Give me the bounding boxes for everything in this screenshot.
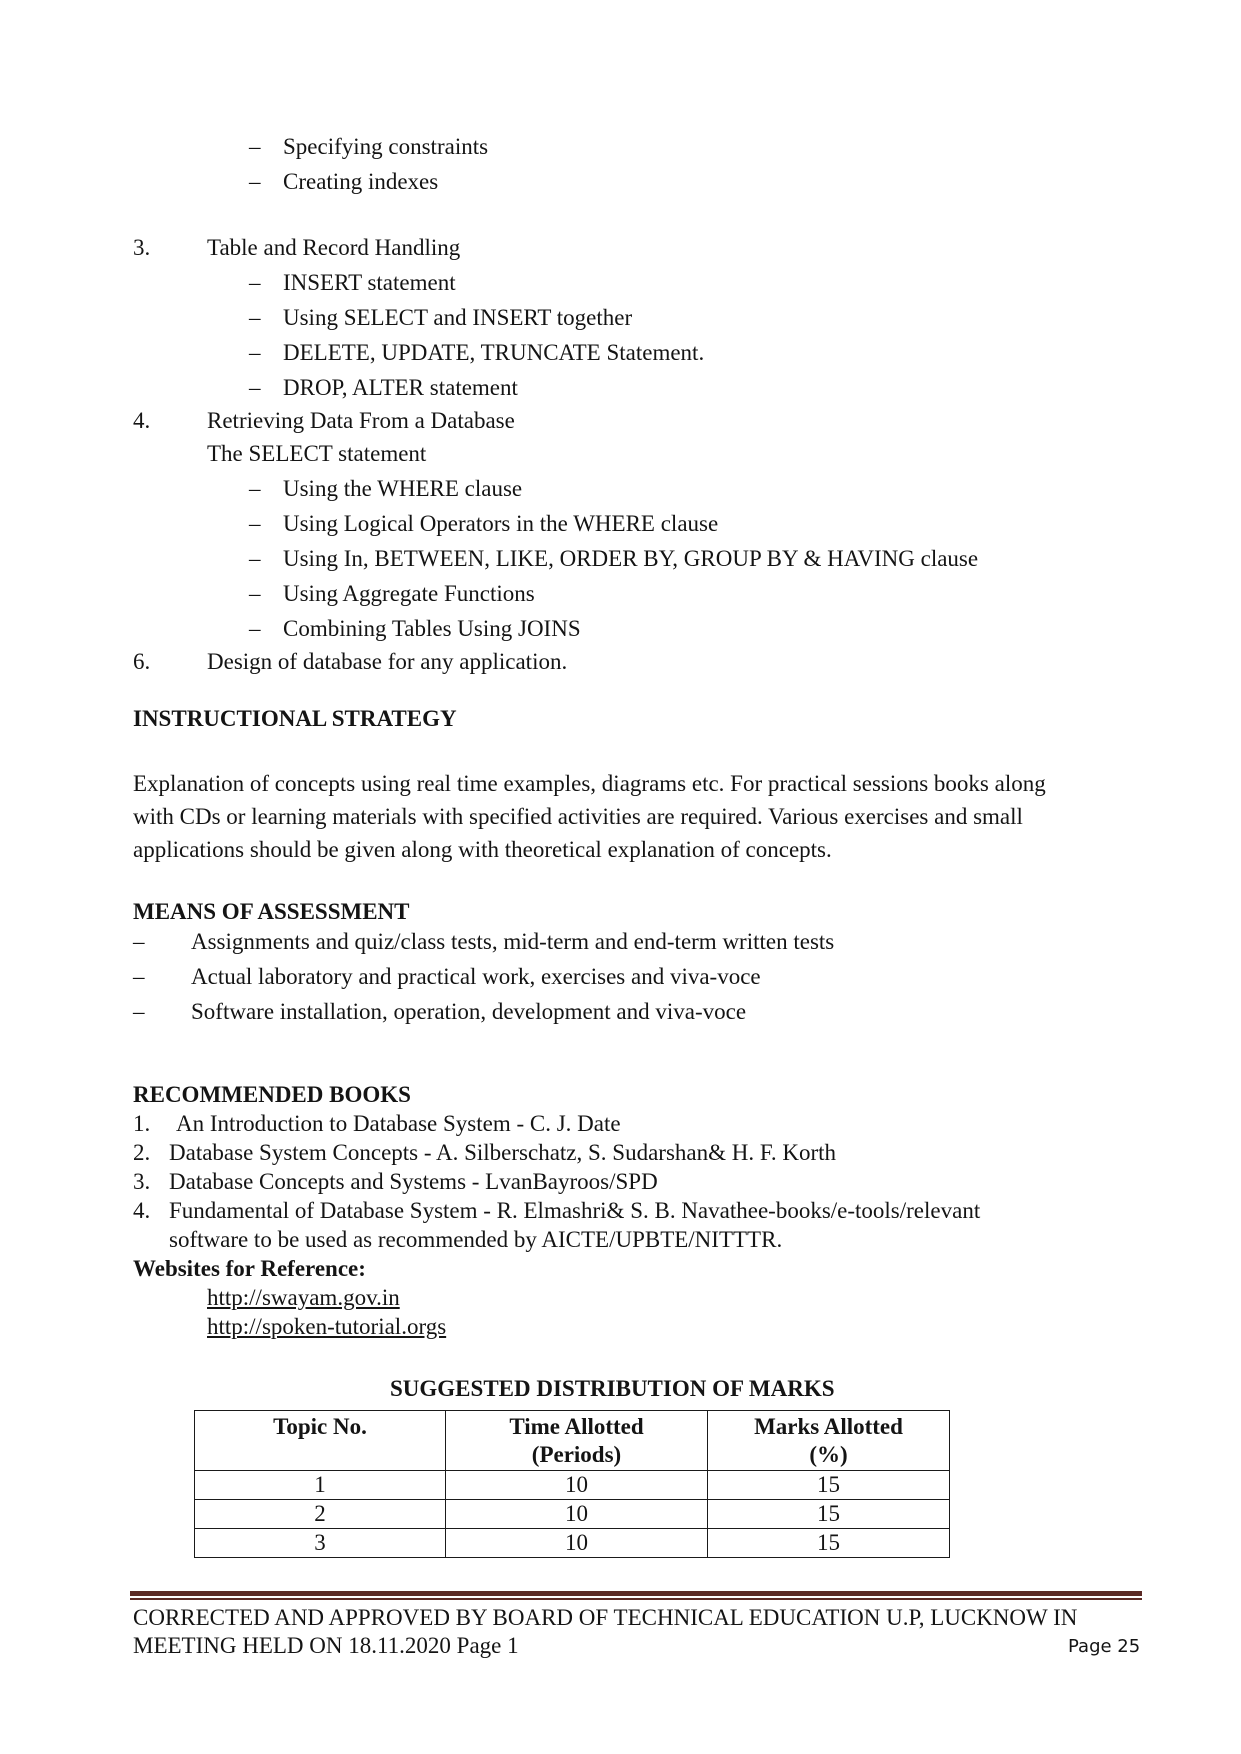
bullet-dash: – <box>133 999 145 1024</box>
book-title: Database Concepts and Systems - LvanBayroos/SPD <box>169 1169 658 1194</box>
table-cell: 15 <box>708 1500 950 1529</box>
list-item: Software installation, operation, development and viva-voce <box>191 999 747 1024</box>
section-heading: RECOMMENDED BOOKS <box>133 1082 411 1107</box>
topic-title: Table and Record Handling <box>207 235 461 260</box>
paragraph-line: applications should be given along with theoretical explanation of concepts. <box>133 837 832 862</box>
column-header: Time Allotted (Periods) <box>446 1411 708 1471</box>
page-number: Page 25 <box>1068 1636 1141 1657</box>
bullet-dash: – <box>249 270 261 295</box>
paragraph-line: Explanation of concepts using real time examples, diagrams etc. For practical sessions books along <box>133 771 1046 796</box>
bullet-dash: – <box>249 546 261 571</box>
table-cell: 1 <box>195 1471 446 1500</box>
bullet-dash: – <box>133 964 145 989</box>
list-item: DELETE, UPDATE, TRUNCATE Statement. <box>283 340 705 365</box>
list-item: INSERT statement <box>283 270 456 295</box>
table-row <box>195 1500 950 1529</box>
footer-approval-line: CORRECTED AND APPROVED BY BOARD OF TECHNICAL EDUCATION U.P, LUCKNOW IN <box>133 1605 1078 1630</box>
bullet-dash: – <box>249 134 261 159</box>
list-item: Actual laboratory and practical work, exercises and viva-voce <box>191 964 761 989</box>
table-cell: 10 <box>446 1500 708 1529</box>
paragraph-line: with CDs or learning materials with specified activities are required. Various exercises and small <box>133 804 1023 829</box>
book-number: 3. <box>133 1169 151 1194</box>
table-cell: 2 <box>195 1500 446 1529</box>
list-item: Using Aggregate Functions <box>283 581 535 606</box>
book-title: An Introduction to Database System - C. J. Date <box>176 1111 621 1136</box>
column-header: Marks Allotted (%) <box>708 1411 950 1471</box>
book-number: 4. <box>133 1198 151 1223</box>
table-cell: 15 <box>708 1471 950 1500</box>
topic-number: 4. <box>133 408 151 433</box>
footer-rule-thick <box>130 1591 1142 1596</box>
list-item: Combining Tables Using JOINS <box>283 616 581 641</box>
list-item: Creating indexes <box>283 169 439 194</box>
bullet-dash: – <box>133 929 145 954</box>
book-title-continued: software to be used as recommended by AICTE/UPBTE/NITTTR. <box>169 1227 783 1252</box>
footer-meeting-line: MEETING HELD ON 18.11.2020 Page 1 <box>133 1633 519 1658</box>
topic-title: Design of database for any application. <box>207 649 568 674</box>
section-heading: MEANS OF ASSESSMENT <box>133 899 410 924</box>
table-row <box>195 1529 950 1558</box>
bullet-dash: – <box>249 476 261 501</box>
list-item: Using SELECT and INSERT together <box>283 305 633 330</box>
section-heading: INSTRUCTIONAL STRATEGY <box>133 706 457 731</box>
list-item: Using In, BETWEEN, LIKE, ORDER BY, GROUP BY & HAVING clause <box>283 546 979 571</box>
topic-title: Retrieving Data From a Database <box>207 408 515 433</box>
bullet-dash: – <box>249 305 261 330</box>
table-title: SUGGESTED DISTRIBUTION OF MARKS <box>390 1376 835 1401</box>
bullet-dash: – <box>249 340 261 365</box>
link-spoken-tutorial[interactable]: http://spoken-tutorial.orgs <box>207 1314 447 1339</box>
book-title: Database System Concepts - A. Silberschatz, S. Sudarshan& H. F. Korth <box>169 1140 836 1165</box>
list-item: Using the WHERE clause <box>283 476 523 501</box>
list-item: Using Logical Operators in the WHERE clause <box>283 511 719 536</box>
book-title: Fundamental of Database System - R. Elmashri& S. B. Navathee-books/e-tools/relevant <box>169 1198 981 1223</box>
book-number: 2. <box>133 1140 151 1165</box>
table-cell: 10 <box>446 1529 708 1558</box>
table-row <box>195 1471 950 1500</box>
bullet-dash: – <box>249 581 261 606</box>
bullet-dash: – <box>249 616 261 641</box>
marks-table <box>194 1410 950 1558</box>
list-item: Specifying constraints <box>283 134 489 159</box>
websites-heading: Websites for Reference: <box>133 1256 366 1281</box>
table-header-row <box>195 1411 950 1471</box>
footer-rule-thin <box>130 1598 1142 1600</box>
topic-number: 3. <box>133 235 151 260</box>
link-swayam[interactable]: http://swayam.gov.in <box>207 1285 400 1310</box>
table-cell: 15 <box>708 1529 950 1558</box>
table-cell: 10 <box>446 1471 708 1500</box>
topic-subtitle: The SELECT statement <box>207 441 427 466</box>
bullet-dash: – <box>249 375 261 400</box>
list-item: Assignments and quiz/class tests, mid-term and end-term written tests <box>191 929 835 954</box>
list-item: DROP, ALTER statement <box>283 375 518 400</box>
column-header: Topic No. <box>195 1411 446 1471</box>
topic-number: 6. <box>133 649 151 674</box>
table-cell: 3 <box>195 1529 446 1558</box>
bullet-dash: – <box>249 511 261 536</box>
paragraph <box>133 767 1133 866</box>
bullet-dash: – <box>249 169 261 194</box>
book-number: 1. <box>133 1111 151 1136</box>
